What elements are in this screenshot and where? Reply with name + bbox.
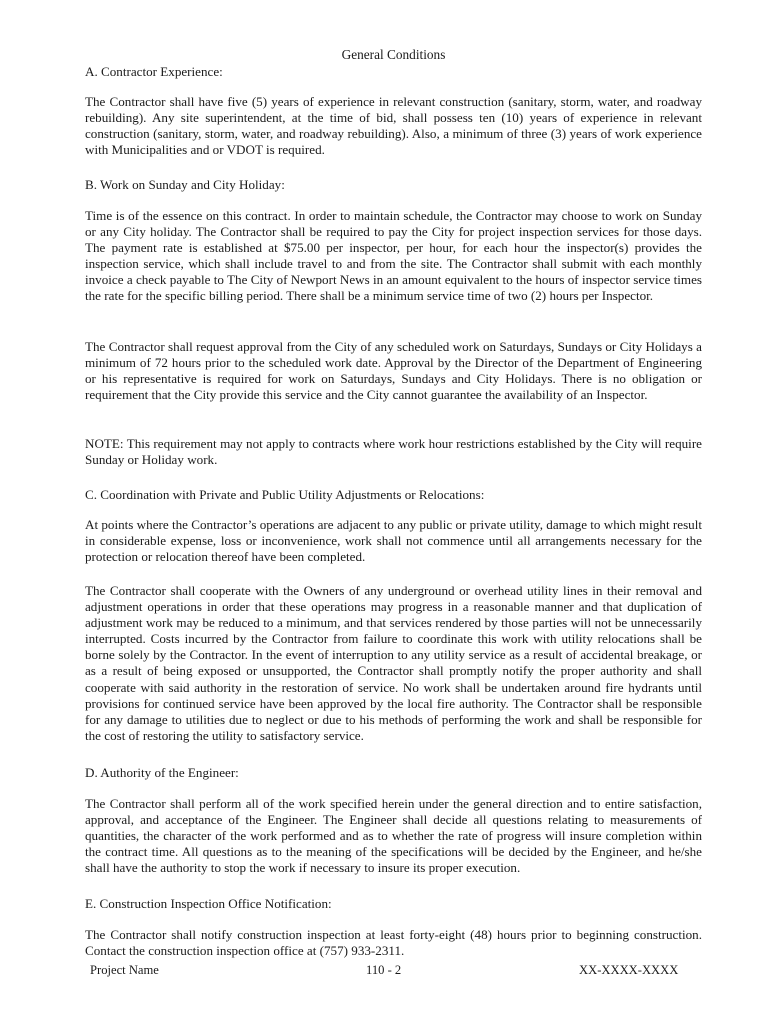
section-e-heading: E. Construction Inspection Office Notification: xyxy=(85,896,332,911)
document-page xyxy=(85,0,702,1024)
section-d-paragraph-1: The Contractor shall perform all of the work specified herein under the general direction and to entire satisfaction, approval, and acceptance of the Engineer. The Engineer shall decide all questions relating to measurements of quantities, the character of the work performed and as to whether the rate of progress will insure completion within the contract time. All questions as to the meaning of the specifications will be decided by the Engineer, and he/she shall have the authority to stop the work if necessary to insure its proper execution. xyxy=(85,796,702,876)
section-b-heading: B. Work on Sunday and City Holiday: xyxy=(85,177,285,192)
footer-project-code: XX-XXXX-XXXX xyxy=(579,963,679,977)
footer-project-name: Project Name xyxy=(90,963,159,977)
footer-page-number: 110 - 2 xyxy=(366,963,402,977)
section-b-paragraph-1: Time is of the essence on this contract. In order to maintain schedule, the Contractor may choose to work on Sunday or any City holiday. The Contractor shall be required to pay the City for project inspection services for those days. The payment rate is established at $75.00 per inspector, per hour, for each hour the inspector(s) provides the inspection service, which shall include travel to and from the site. The Contractor shall submit with each monthly invoice a check payable to The City of Newport News in an amount equivalent to the hours of inspector service times the rate for the specific billing period. There shall be a minimum service time of two (2) hours per Inspector. xyxy=(85,208,702,304)
section-a-paragraph-1: The Contractor shall have five (5) years of experience in relevant construction (sanitary, storm, water, and roadway rebuilding). Any site superintendent, at the time of bid, shall possess ten (10) years of experience in relevant construction (sanitary, storm, water, and roadway rebuilding). Also, a minimum of three (3) years of work experience with Municipalities and or VDOT is required. xyxy=(85,94,702,158)
page-title: General Conditions xyxy=(341,47,446,62)
section-c-heading: C. Coordination with Private and Public Utility Adjustments or Relocations: xyxy=(85,487,485,502)
section-b-note: NOTE: This requirement may not apply to contracts where work hour restrictions established by the City will require Sunday or Holiday work. xyxy=(85,436,702,468)
section-b-paragraph-2: The Contractor shall request approval from the City of any scheduled work on Saturdays, Sundays or City Holidays a minimum of 72 hours prior to the scheduled work date. Approval by the Director of the Department of Engineering or his representative is required for work on Saturdays, Sundays and City Holidays. There is no obligation or requirement that the City provide this service and the City cannot guarantee the availability of an Inspector. xyxy=(85,339,702,403)
section-c-paragraph-1: At points where the Contractor’s operations are adjacent to any public or private utility, damage to which might result in considerable expense, loss or inconvenience, work shall not commence until all arrangements necessary for the protection or relocation thereof have been completed. xyxy=(85,517,702,565)
section-a-heading: A. Contractor Experience: xyxy=(85,64,223,79)
section-d-heading: D. Authority of the Engineer: xyxy=(85,765,239,780)
section-c-paragraph-2: The Contractor shall cooperate with the Owners of any underground or overhead utility lines in their removal and adjustment operations in order that these operations may progress in a reasonable manner and that duplication of adjustment work may be reduced to a minimum, and that services rendered by those parties will not be unnecessarily interrupted. Costs incurred by the Contractor from failure to coordinate this work with utility relocations shall be borne solely by the Contractor. In the event of interruption to any utility service as a result of accidental breakage, or as a result of being exposed or unsupported, the Contractor shall promptly notify the proper authority and shall cooperate with said authority in the restoration of service. No work shall be undertaken around fire hydrants until provisions for continued service have been approved by the local fire authority. The Contractor shall be responsible for any damage to utilities due to neglect or due to his methods of performing the work and shall be responsible for the cost of restoring the utility to satisfactory service. xyxy=(85,583,702,743)
section-e-paragraph-1: The Contractor shall notify construction inspection at least forty-eight (48) hours prior to beginning construction. Contact the construction inspection office at (757) 933-2311. xyxy=(85,927,702,959)
